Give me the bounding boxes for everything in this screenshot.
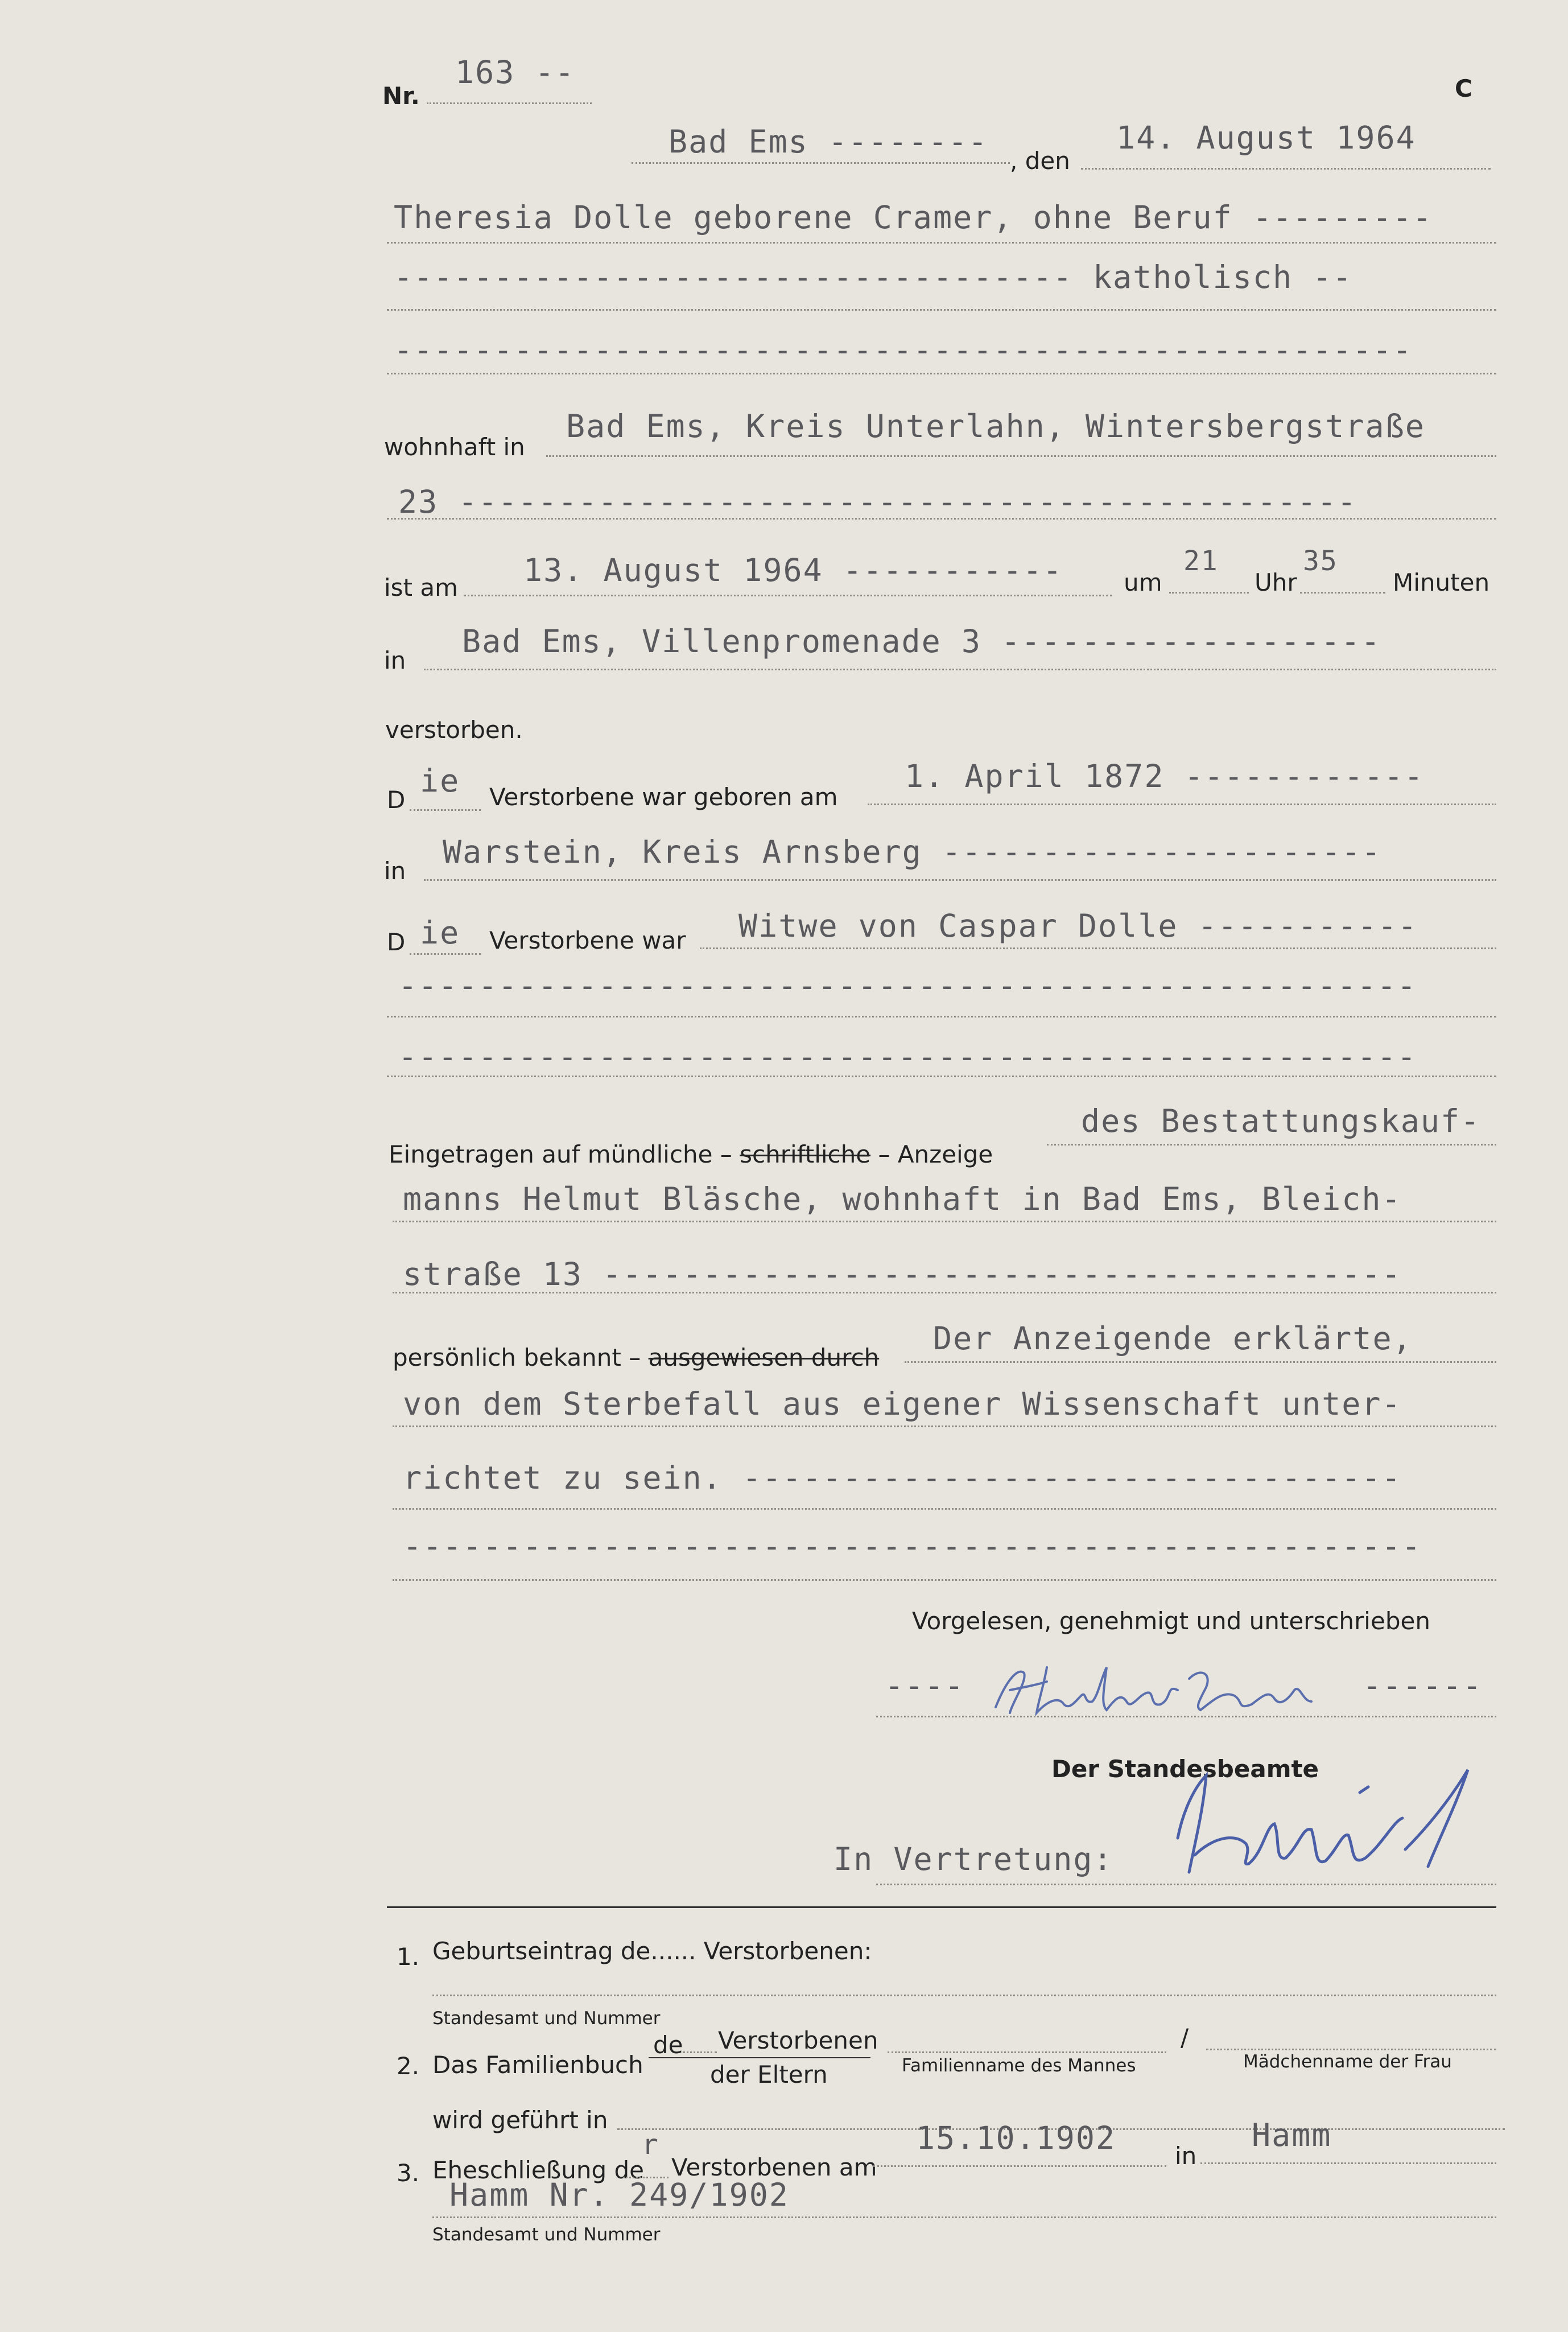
informant-dashes-left: ----	[885, 1667, 965, 1704]
person-line-2: ---------------------------------- katholisch --	[394, 259, 1353, 295]
death-place-line	[424, 669, 1496, 670]
identity-label-struck: ausgewiesen durch	[648, 1344, 880, 1371]
informant-signature-icon	[984, 1656, 1348, 1730]
person-dotline-3	[387, 373, 1496, 374]
registry-date: 14. August 1964	[1116, 120, 1416, 156]
birth-d-suffix: ie	[420, 763, 460, 799]
identity-line-2: von dem Sterbefall aus eigener Wissenschaft unter-	[403, 1386, 1402, 1422]
birth-d-label: D	[387, 786, 406, 814]
status-line-3: ---------------------------------------------------	[398, 1039, 1417, 1075]
registration-label	[389, 1140, 993, 1168]
registration-label-part1: Eingetragen auf mündliche –	[389, 1140, 732, 1168]
marriage-registration: Hamm Nr. 249/1902	[449, 2177, 789, 2213]
status-d-line	[410, 953, 481, 955]
footer-item2-eltern: der Eltern	[710, 2061, 828, 2088]
death-date-line	[464, 595, 1112, 596]
footer-item1-line	[432, 1995, 1496, 1996]
footer-item3-label2: Verstorbenen am	[671, 2153, 877, 2181]
informant-signature-line	[876, 1716, 1496, 1717]
footer-item2-fraction-line	[649, 2057, 870, 2058]
identity-dotline-4	[393, 1579, 1496, 1581]
registration-label-part2: – Anzeige	[878, 1140, 993, 1168]
footer-item1-number: 1.	[397, 1943, 420, 1971]
registration-label-struck: schriftliche	[740, 1140, 871, 1168]
registration-dotline-1	[1047, 1144, 1496, 1146]
person-line-1: Theresia Dolle geborene Cramer, ohne Beruf ---------	[394, 199, 1433, 236]
status-line-1: Witwe von Caspar Dolle -----------	[738, 908, 1418, 944]
footer-standesamt-label-2: Standesamt und Nummer	[432, 2224, 661, 2245]
identity-label-main: persönlich bekannt –	[393, 1344, 641, 1371]
birth-place: Warstein, Kreis Arnsberg ----------------------	[443, 834, 1382, 870]
wohnhaft-label: wohnhaft in	[384, 433, 525, 461]
ist-am-label: ist am	[384, 574, 459, 601]
footer-standesamt-label-1: Standesamt und Nummer	[432, 2008, 661, 2029]
standesbeamte-label: Der Standesbeamte	[1051, 1755, 1319, 1783]
identity-dotline-3	[393, 1508, 1496, 1510]
person-dotline-1	[387, 242, 1496, 244]
footer-item2-verstorbenen: Verstorbenen	[718, 2026, 878, 2054]
birth-d-line	[410, 809, 481, 811]
vertretung-label: In Vertretung:	[833, 1841, 1113, 1877]
person-line-3: ---------------------------------------------------	[394, 332, 1413, 368]
registrar-signature-icon	[1172, 1753, 1491, 1901]
footer-item2-de: de	[653, 2031, 683, 2059]
birth-date-line	[868, 804, 1496, 805]
uhr-label: Uhr	[1255, 568, 1297, 596]
death-in-label: in	[384, 646, 406, 674]
verstorben-label: verstorben.	[385, 716, 523, 744]
registrar-signature-line	[876, 1884, 1496, 1885]
maedchenname-label: Mädchenname der Frau	[1243, 2051, 1452, 2072]
status-d-label: D	[387, 928, 406, 956]
marriage-place-line	[1200, 2162, 1496, 2164]
residence-line-1: Bad Ems, Kreis Unterlahn, Wintersbergstraße	[566, 408, 1425, 444]
death-date: 13. August 1964 -----------	[523, 552, 1063, 588]
footer-item3-number: 3.	[397, 2159, 420, 2187]
identity-line-3: richtet zu sein. ---------------------------------	[403, 1460, 1402, 1496]
status-dotline-2	[387, 1016, 1496, 1017]
footer-item2-de-line	[683, 2051, 717, 2053]
identity-line-1: Der Anzeigende erklärte,	[933, 1320, 1413, 1357]
birth-in-label: in	[384, 857, 406, 885]
marriage-registration-line	[432, 2216, 1496, 2218]
wird-gefuehrt-label: wird geführt in	[432, 2106, 608, 2134]
death-place: Bad Ems, Villenpromenade 3 -------------------	[462, 623, 1381, 660]
marriage-place: Hamm	[1252, 2117, 1332, 2153]
footer-slash: /	[1181, 2024, 1189, 2051]
identity-line-4: ---------------------------------------------------	[403, 1528, 1422, 1564]
form-letter: C	[1455, 75, 1472, 102]
registration-line-3: straße 13 ----------------------------------------	[403, 1256, 1402, 1292]
registration-dotline-2	[393, 1221, 1496, 1222]
footer-separator	[387, 1906, 1496, 1908]
birth-date: 1. April 1872 ------------	[905, 758, 1424, 794]
identity-dotline-1	[905, 1361, 1496, 1363]
informant-dashes-right: ------	[1363, 1667, 1483, 1704]
birth-label: Verstorbene war geboren am	[489, 783, 838, 811]
marriage-date-line	[873, 2165, 1166, 2167]
registration-line-1: des Bestattungskauf-	[1081, 1103, 1481, 1139]
birth-place-line	[424, 879, 1496, 881]
status-dotline-3	[387, 1076, 1496, 1077]
maedchenname-line	[1206, 2049, 1496, 2050]
footer-item3-label: Eheschließung de	[432, 2156, 644, 2184]
residence-dotline-1	[546, 455, 1496, 457]
registration-dotline-3	[393, 1292, 1496, 1293]
nr-line	[427, 102, 592, 104]
familienname-label: Familienname des Mannes	[902, 2055, 1136, 2076]
nr-value: 163 --	[455, 54, 575, 90]
footer-item2-number: 2.	[397, 2052, 420, 2080]
person-dotline-2	[387, 309, 1496, 311]
den-label: , den	[1010, 147, 1070, 175]
death-hour: 21	[1183, 545, 1219, 577]
status-line-2: ---------------------------------------------------	[398, 967, 1417, 1004]
minuten-label: Minuten	[1393, 568, 1490, 596]
vorgelesen-label: Vorgelesen, genehmigt und unterschrieben	[912, 1607, 1430, 1635]
residence-line-2: 23 ---------------------------------------------	[398, 484, 1357, 520]
date-line	[1081, 168, 1491, 170]
status-label: Verstorbene war	[489, 926, 686, 954]
identity-dotline-2	[393, 1425, 1496, 1427]
nr-label: Nr.	[382, 82, 420, 110]
footer-item3-in: in	[1175, 2142, 1197, 2170]
marriage-date: 15.10.1902	[916, 2120, 1116, 2156]
death-minute: 35	[1303, 545, 1338, 577]
place-line	[632, 162, 1010, 164]
status-dotline-1	[700, 947, 1496, 949]
familienname-line	[888, 2051, 1166, 2053]
identity-label	[393, 1346, 879, 1370]
um-label: um	[1124, 568, 1162, 596]
footer-item1-label: Geburtseintrag de...... Verstorbenen:	[432, 1937, 872, 1965]
residence-dotline-2	[387, 518, 1496, 520]
hour-line	[1169, 592, 1249, 594]
footer-item3-r: r	[642, 2129, 659, 2161]
registration-line-2: manns Helmut Bläsche, wohnhaft in Bad Ems, Bleich-	[403, 1181, 1402, 1217]
registry-place: Bad Ems --------	[669, 123, 988, 160]
minute-line	[1300, 592, 1385, 594]
status-d-suffix: ie	[420, 914, 460, 951]
footer-item2-label: Das Familienbuch	[432, 2051, 643, 2079]
